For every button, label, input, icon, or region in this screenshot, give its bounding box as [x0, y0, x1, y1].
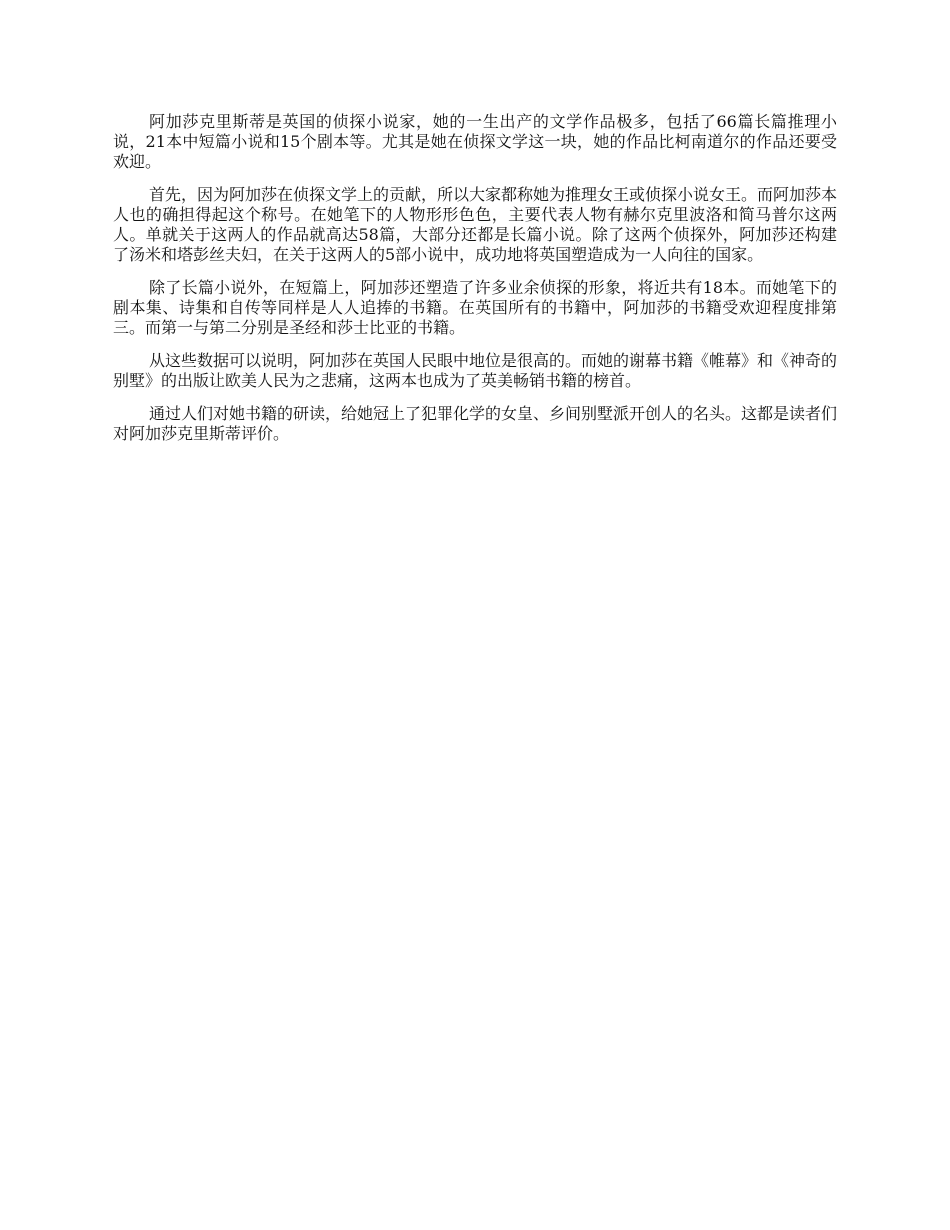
paragraph-5: 通过人们对她书籍的研读，给她冠上了犯罪化学的女皇、乡间别墅派开创人的名头。这都是读者们对阿加莎克里斯蒂评价。 — [113, 404, 838, 443]
paragraph-2: 首先，因为阿加莎在侦探文学上的贡献，所以大家都称她为推理女王或侦探小说女王。而阿加莎本人也的确担得起这个称号。在她笔下的人物形形色色，主要代表人物有赫尔克里波洛和简马普尔这两人。单就关于这两人的作品就高达58篇，大部分还都是长篇小说。除了这两个侦探外，阿加莎还构建了汤米和塔彭丝夫妇，在关于这两人的5部小说中，成功地将英国塑造成为一人向往的国家。 — [113, 185, 838, 264]
paragraph-3: 除了长篇小说外，在短篇上，阿加莎还塑造了许多业余侦探的形象，将近共有18本。而她笔下的剧本集、诗集和自传等同样是人人追捧的书籍。在英国所有的书籍中，阿加莎的书籍受欢迎程度排第三。而第一与第二分别是圣经和莎士比亚的书籍。 — [113, 278, 837, 337]
document-body — [113, 112, 837, 457]
paragraph-1: 阿加莎克里斯蒂是英国的侦探小说家，她的一生出产的文学作品极多，包括了66篇长篇推理小说，21本中短篇小说和15个剧本等。尤其是她在侦探文学这一块，她的作品比柯南道尔的作品还要受欢迎。 — [113, 112, 837, 171]
paragraph-4: 从这些数据可以说明，阿加莎在英国人民眼中地位是很高的。而她的谢幕书籍《帷幕》和《神奇的别墅》的出版让欧美人民为之悲痛，这两本也成为了英美畅销书籍的榜首。 — [113, 351, 838, 390]
